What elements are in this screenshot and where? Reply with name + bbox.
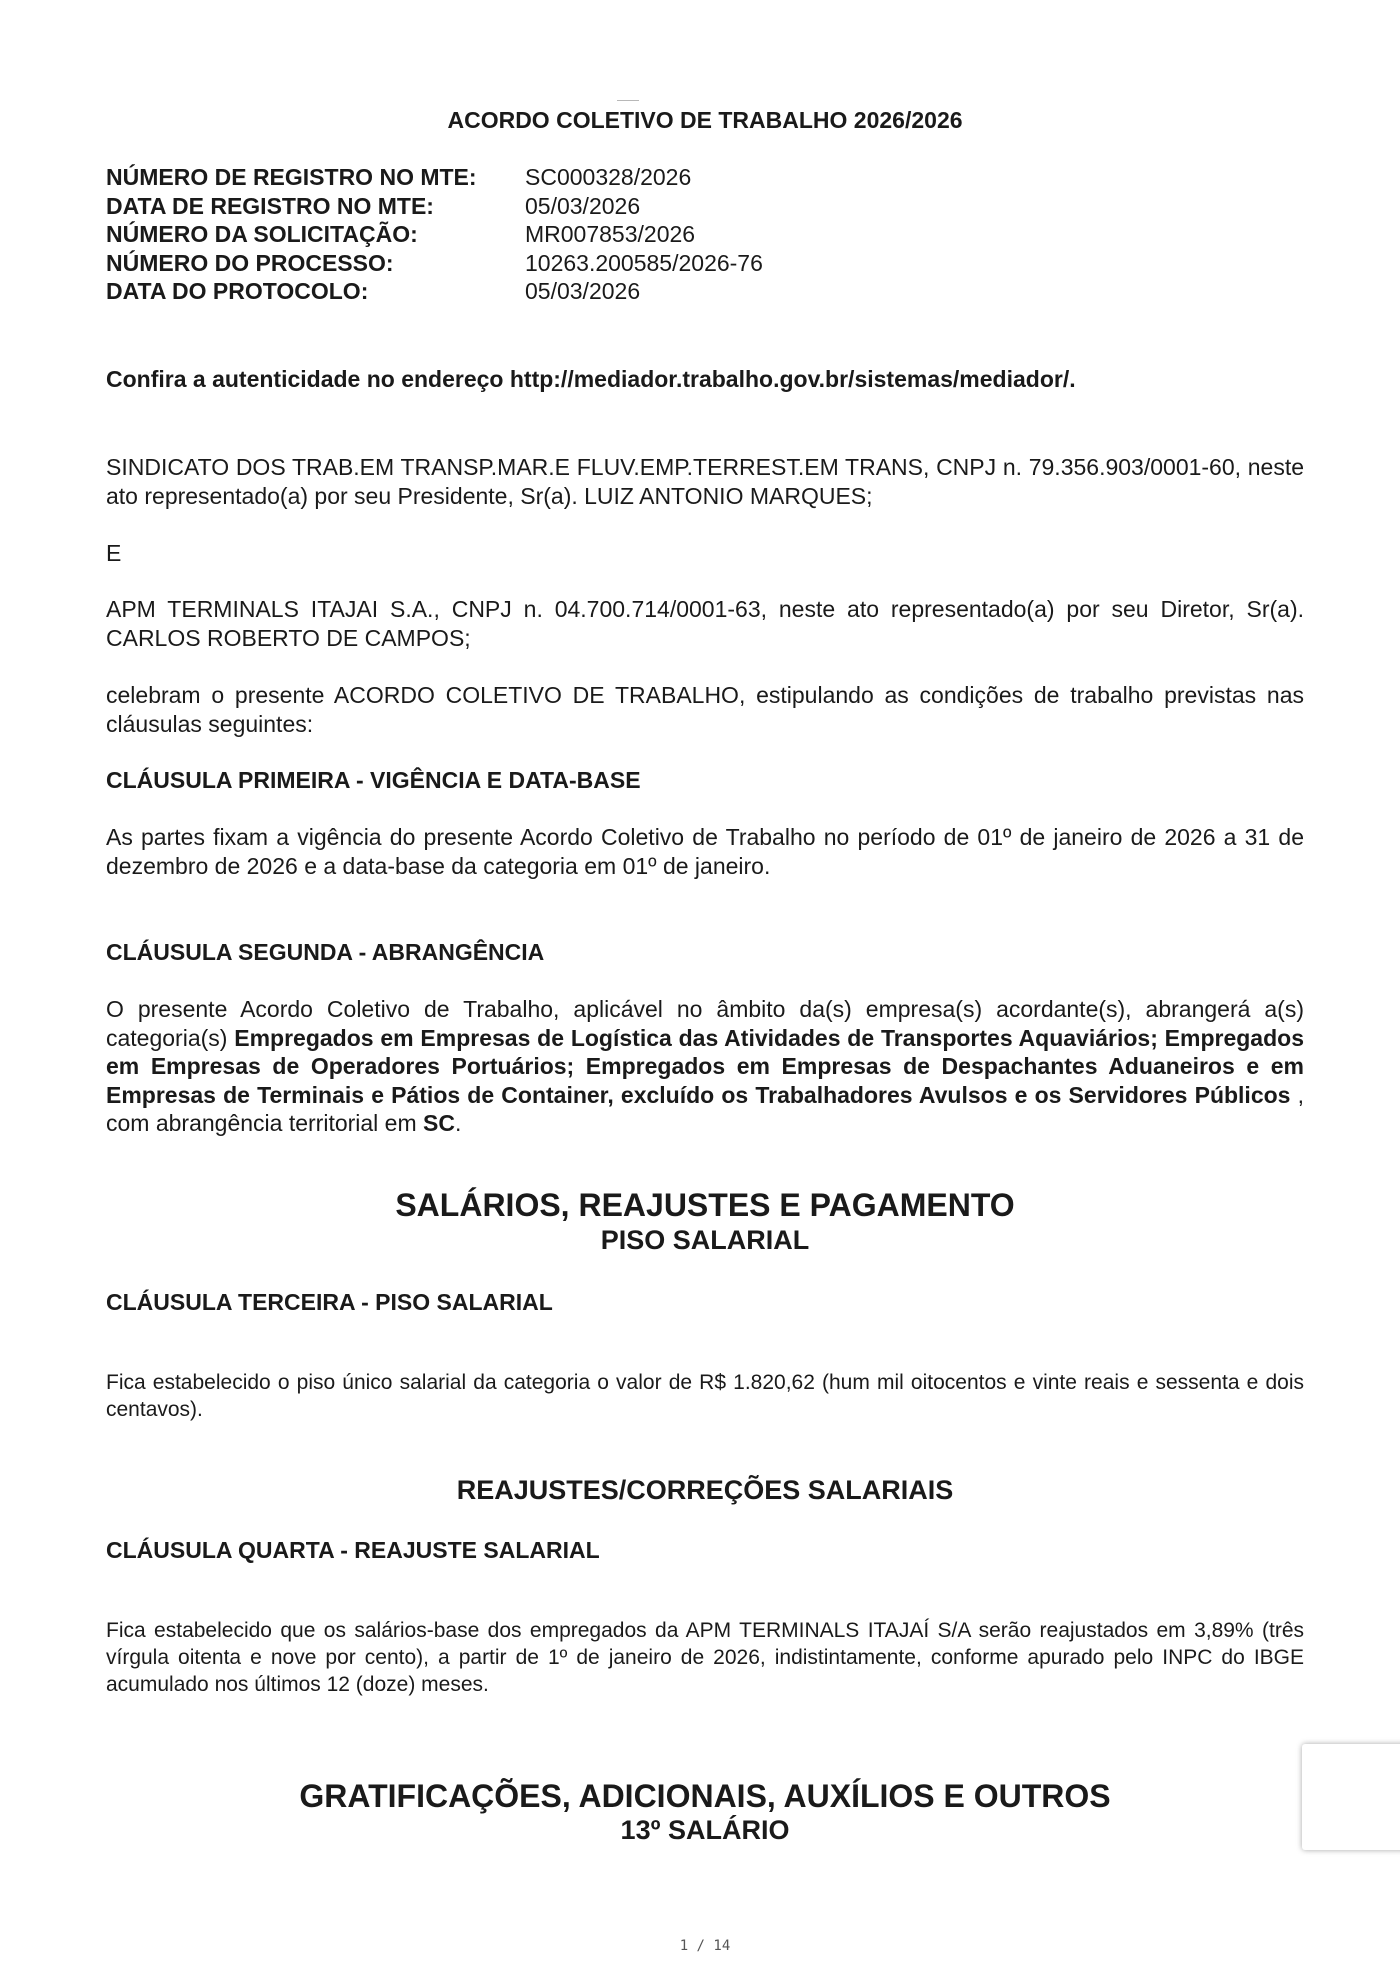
registry-label: DATA DE REGISTRO NO MTE: xyxy=(106,192,434,219)
registry-row xyxy=(106,192,1304,221)
recaptcha-badge[interactable] xyxy=(1302,1744,1400,1850)
clause-1-body: As partes fixam a vigência do presente Acordo Coletivo de Trabalho no período de 01º de janeiro de 2026 a 31 de dezembro de 2026 e a data-base da categoria em 01º de janeiro. xyxy=(106,824,1304,879)
registry-row xyxy=(106,163,1304,192)
party-union: SINDICATO DOS TRAB.EM TRANSP.MAR.E FLUV.EMP.TERREST.EM TRANS, CNPJ n. 79.356.903/0001-60, neste ato representado(a) por seu Presidente, Sr(a). LUIZ ANTONIO MARQUES; xyxy=(106,454,1304,509)
registry-label: DATA DO PROTOCOLO: xyxy=(106,278,369,304)
clause-3-title: CLÁUSULA TERCEIRA - PISO SALARIAL xyxy=(106,1289,553,1315)
registry-label: NÚMERO DA SOLICITAÇÃO: xyxy=(106,221,418,247)
clause-4-title: CLÁUSULA QUARTA - REAJUSTE SALARIAL xyxy=(106,1537,600,1563)
registry-value: 05/03/2026 xyxy=(525,192,641,219)
clause-2-emphasis: Empregados em Empresas de Logística das Atividades de Transportes Aquaviários; Empregados em Empresas de Operadores Portuários; Empregados em Empresas de Despachantes Aduaneiros e em Empresas de Terminais e Pátios de Container, excluído os Trabalhadores Avulsos e os Servidores Públicos xyxy=(106,1024,1304,1108)
document-page xyxy=(106,0,1304,1982)
section-1-title: SALÁRIOS, REAJUSTES E PAGAMENTO xyxy=(395,1187,1015,1223)
registry-row xyxy=(106,220,1304,249)
clause-2-title: CLÁUSULA SEGUNDA - ABRANGÊNCIA xyxy=(106,939,545,965)
section-2-title: GRATIFICAÇÕES, ADICIONAIS, AUXÍLIOS E OUTROS xyxy=(299,1778,1111,1814)
header-rule xyxy=(617,100,639,101)
clause-2-text: O presente Acordo Coletivo de Trabalho, aplicável no âmbito da(s) empresa(s) acordante(s), abrangerá a(s) categoria(s) xyxy=(106,996,1304,1051)
clause-2-body xyxy=(106,995,1304,1138)
conjunction: E xyxy=(106,540,122,566)
clause-2-text: . xyxy=(454,1110,462,1136)
registry-value: 10263.200585/2026-76 xyxy=(525,249,763,276)
subsection-2-title: REAJUSTES/CORREÇÕES SALARIAIS xyxy=(456,1475,954,1505)
registry-row xyxy=(106,277,1304,306)
registry-value: SC000328/2026 xyxy=(525,164,692,190)
clause-2-emphasis: SC xyxy=(423,1110,455,1136)
preamble: celebram o presente ACORDO COLETIVO DE TRABALHO, estipulando as condições de trabalho previstas nas cláusulas seguintes: xyxy=(106,682,1304,737)
section-1-subtitle: PISO SALARIAL xyxy=(600,1225,810,1255)
clause-3-body: Fica estabelecido o piso único salarial da categoria o valor de R$ 1.820,62 (hum mil oitocentos e vinte reais e sessenta e dois centavos). xyxy=(106,1371,1304,1421)
registry-label: NÚMERO DO PROCESSO: xyxy=(106,249,394,276)
registry-value: MR007853/2026 xyxy=(525,221,696,247)
registry-info xyxy=(106,163,1304,306)
authenticity-notice: Confira a autenticidade no endereço http://mediador.trabalho.gov.br/sistemas/mediador/. xyxy=(106,366,1076,392)
party-company: APM TERMINALS ITAJAI S.A., CNPJ n. 04.700.714/0001-63, neste ato representado(a) por seu Diretor, Sr(a). CARLOS ROBERTO DE CAMPOS; xyxy=(106,596,1304,651)
document-title: ACORDO COLETIVO DE TRABALHO 2026/2026 xyxy=(447,107,963,133)
clause-2-text: , com abrangência territorial em xyxy=(106,1081,1305,1136)
registry-label: NÚMERO DE REGISTRO NO MTE: xyxy=(106,164,477,190)
page-indicator: 1 / 14 xyxy=(679,1938,731,1954)
registry-value: 05/03/2026 xyxy=(525,278,641,304)
clause-1-title: CLÁUSULA PRIMEIRA - VIGÊNCIA E DATA-BASE xyxy=(106,767,641,793)
registry-row xyxy=(106,249,1304,278)
section-2-subtitle: 13º SALÁRIO xyxy=(620,1815,790,1845)
clause-4-body: Fica estabelecido que os salários-base dos empregados da APM TERMINALS ITAJAÍ S/A serão reajustados em 3,89% (três vírgula oitenta e nove por cento), a partir de 1º de janeiro de 2026, indistintamente, conforme apurado pelo INPC do IBGE acumulado nos últimos 12 (doze) meses. xyxy=(106,1619,1304,1696)
